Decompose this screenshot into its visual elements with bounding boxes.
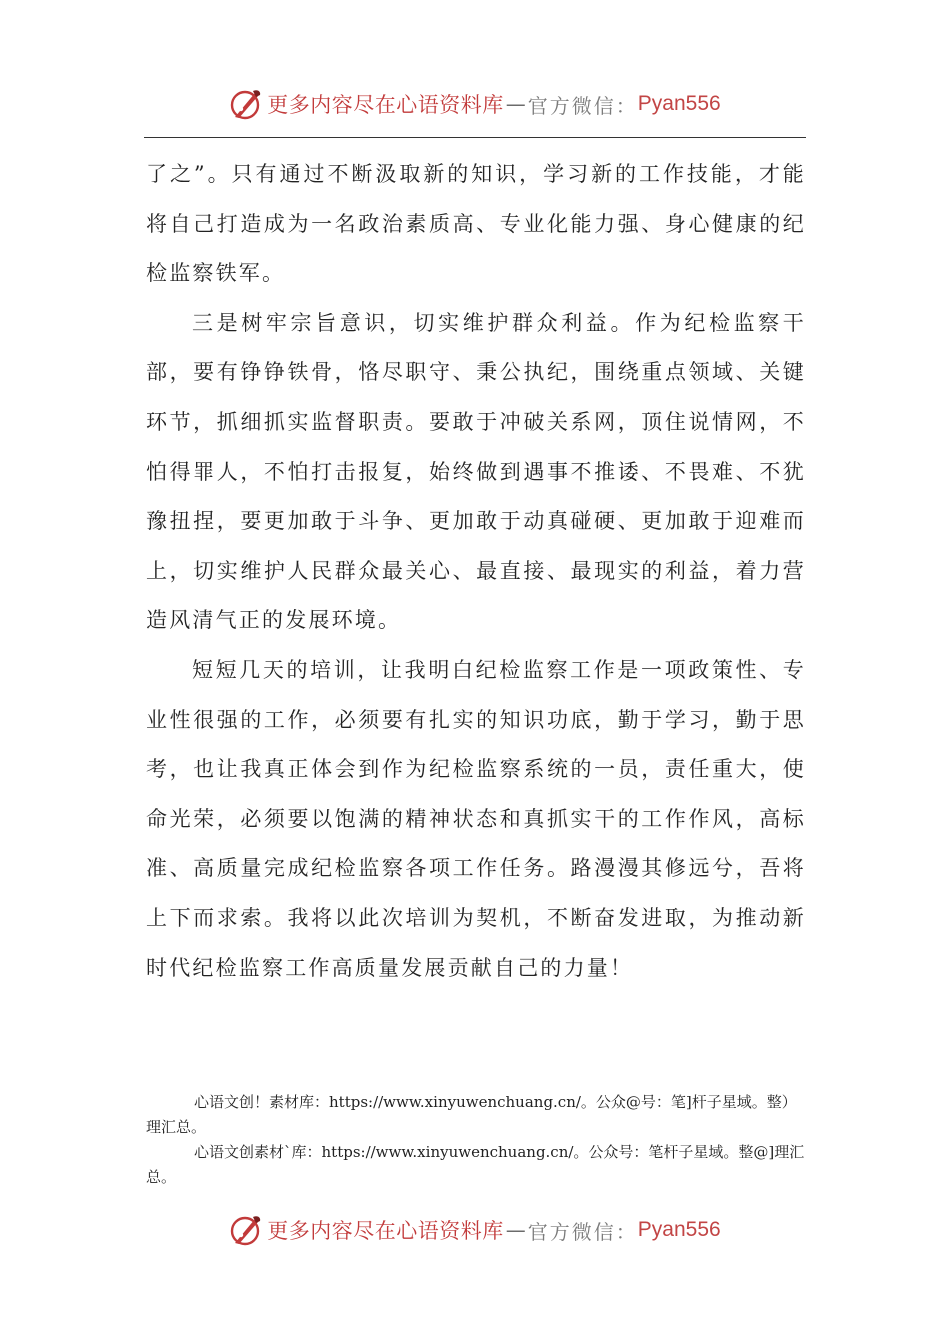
quill-pen-seal-icon [229,87,263,121]
header-divider [144,137,806,138]
footnote-line-2: 心语文创素材`库：https://www.xinyuwenchuang.cn/。公众号：笔杆子星域。整@]理汇总。 [146,1143,805,1186]
banner-title: 更多内容尽在心语资料库 [267,93,504,117]
banner-official-label: 官方微信： [527,93,638,118]
page-header [0,82,950,126]
footer-banner [0,1208,950,1252]
paragraph-1: 了之”。只有通过不断汲取新的知识，学习新的工作技能，才能将自己打造成为一名政治素质高、专业化能力强、身心健康的纪检监察铁军。 [146,162,806,286]
footer-banner-separator: — [505,1218,526,1242]
footnote-line-1: 心语文创！素材库：https://www.xinyuwenchuang.cn/。公众@号：笔]杆子星域。整）理汇总。 [146,1093,797,1136]
document-body [146,150,806,993]
paragraph-2: 三是树牢宗旨意识，切实维护群众利益。作为纪检监察干部，要有铮铮铁骨，恪尽职守、秉公执纪，围绕重点领域、关键环节，抓细抓实监督职责。要敢于冲破关系网，顶住说情网，不怕得罪人，不怕打击报复，始终做到遇事不推诿、不畏难、不犹豫扭捏，要更加敢于斗争、更加敢于动真碰硬、更加敢于迎难而上，切实维护人民群众最关心、最直接、最现实的利益，着力营造风清气正的发展环境。 [146,310,806,633]
footer-banner-official-label: 官方微信： [527,1219,638,1244]
banner-separator: — [505,92,526,116]
footnote-block [146,1090,806,1190]
paragraph-3: 短短几天的培训，让我明白纪检监察工作是一项政策性、专业性很强的工作，必须要有扎实的知识功底，勤于学习，勤于思考，也让我真正体会到作为纪检监察系统的一员，责任重大，使命光荣，必须要以饱满的精神状态和真抓实干的工作作风，高标准、高质量完成纪检监察各项工作任务。路漫漫其修远兮，吾将上下而求索。我将以此次培训为契机，不断奋发进取，为推动新时代纪检监察工作高质量发展贡献自己的力量！ [146,657,806,980]
banner-wechat-id: Pyan556 [637,92,721,115]
quill-pen-seal-icon [229,1213,263,1247]
footer-banner-wechat-id: Pyan556 [637,1218,721,1241]
footer-banner-title: 更多内容尽在心语资料库 [267,1219,504,1243]
